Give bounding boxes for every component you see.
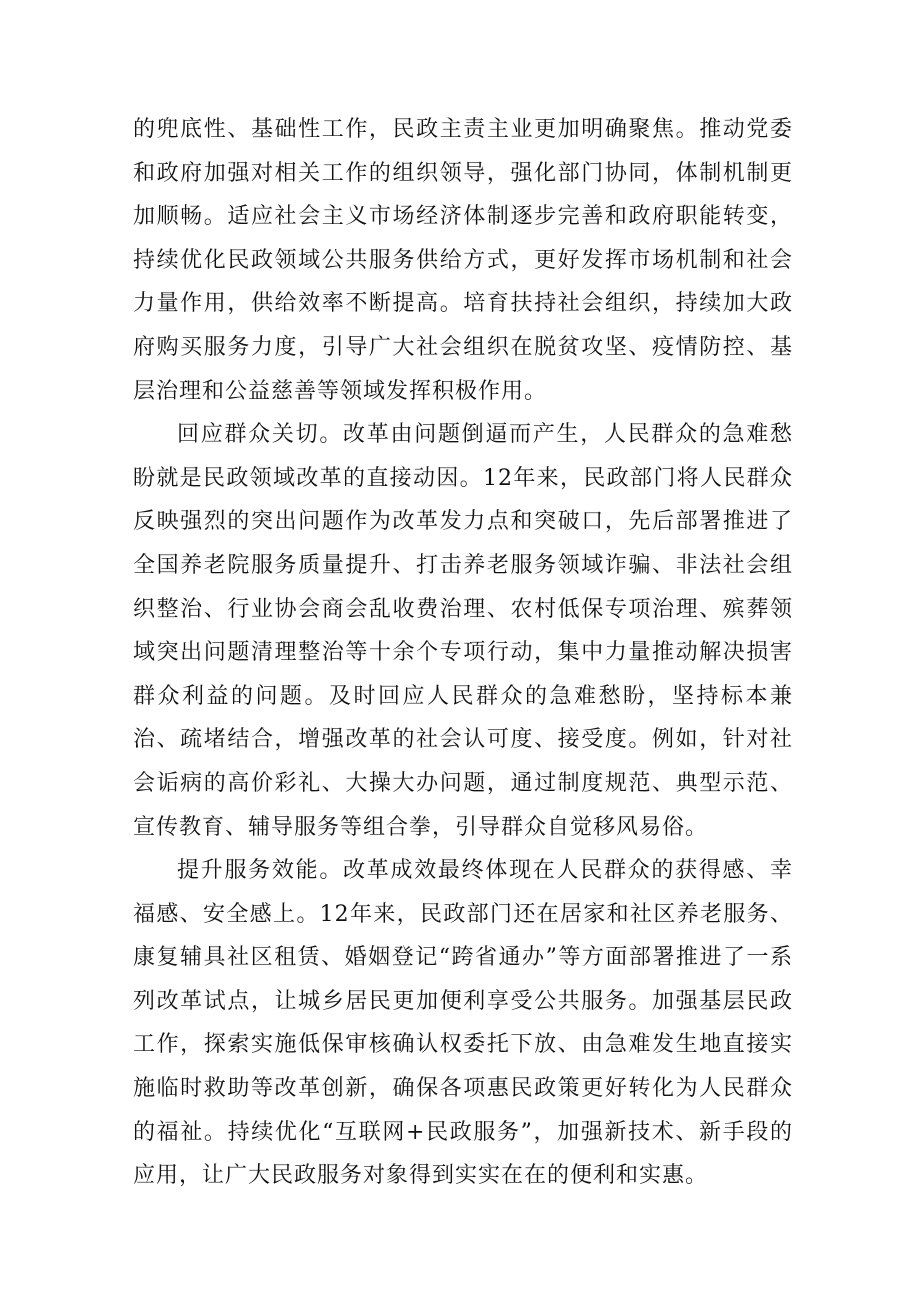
paragraph-respond-to-public-concerns: 回应群众关切。改革由问题倒逼而产生，人民群众的急难愁盼就是民政领域改革的直接动因。12年来，民政部门将人民群众反映强烈的突出问题作为改革发力点和突破口，先后部署推进了全国养老院服务质量提升、打击养老服务领域诈骗、非法社会组织整治、行业协会商会乱收费治理、农村低保专项治理、殡葬领域突出问题清理整治等十余个专项行动，集中力量推动解决损害群众利益的问题。及时回应人民群众的急难愁盼，坚持标本兼治、疏堵结合，增强改革的社会认可度、接受度。例如，针对社会诟病的高价彩礼、大操大办问题，通过制度规范、典型示范、宣传教育、辅导服务等组合拳，引导群众自觉移风易俗。 (133, 422, 793, 840)
paragraph-continuation: 的兜底性、基础性工作，民政主责主业更加明确聚焦。推动党委和政府加强对相关工作的组织领导，强化部门协同，体制机制更加顺畅。适应社会主义市场经济体制逐步完善和政府职能转变，持续优化民政领域公共服务供给方式，更好发挥市场机制和社会力量作用，供给效率不断提高。培育扶持社会组织，持续加大政府购买服务力度，引导广大社会组织在脱贫攻坚、疫情防控、基层治理和公益慈善等领域发挥积极作用。 (133, 117, 793, 404)
document-body (133, 108, 793, 1198)
paragraph-improve-service-efficiency: 提升服务效能。改革成效最终体现在人民群众的获得感、幸福感、安全感上。12年来，民政部门还在居家和社区养老服务、康复辅具社区租赁、婚姻登记“跨省通办”等方面部署推进了一系列改革试点，让城乡居民更加便利享受公共服务。加强基层民政工作，探索实施低保审核确认权委托下放、由急难发生地直接实施临时救助等改革创新，确保各项惠民政策更好转化为人民群众的福祉。持续优化“互联网+民政服务”，加强新技术、新手段的应用，让广大民政服务对象得到实实在在的便利和实惠。 (133, 858, 793, 1189)
